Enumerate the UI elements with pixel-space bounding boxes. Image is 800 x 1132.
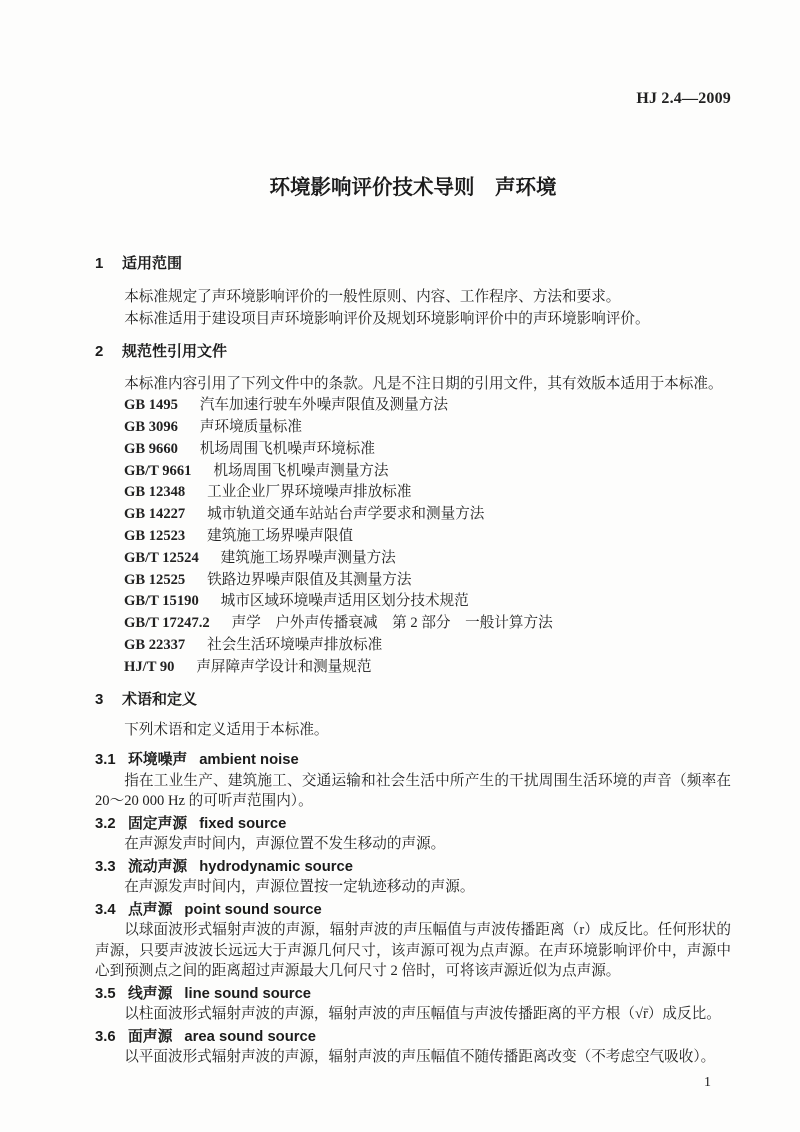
term-zh: 点声源	[128, 901, 173, 918]
term-3-6	[95, 1027, 731, 1068]
ref-row	[124, 395, 731, 417]
term-en: area sound source	[184, 1028, 316, 1045]
doc-code: HJ 2.4—2009	[636, 90, 731, 107]
ref-title: 城市轨道交通车站站台声学要求和测量方法	[207, 506, 485, 523]
term-number: 3.4	[95, 901, 116, 918]
section-number: 1	[95, 255, 104, 272]
section-number: 2	[95, 342, 104, 360]
section-1-heading	[95, 254, 731, 274]
term-en: point sound source	[184, 901, 322, 918]
term-3-3	[95, 857, 731, 898]
ref-code: GB 1495	[124, 397, 178, 414]
term-definition: 以平面波形式辐射声波的声源，辐射声波的声压幅值不随传播距离改变（不考虑空气吸收）。	[124, 1049, 716, 1066]
term-number: 3.6	[95, 1028, 116, 1045]
term-definition: 以球面波形式辐射声波的声源，辐射声波的声压幅值与声波传播距离（r）成反比。任何形状的声源，只要声波波长远远大于声源几何尺寸，该声源可视为点声源。在声环境影响评价中，声源中心到预测点之间的距离超过声源最大几何尺寸 2 倍时，可将该声源近似为点声源。	[95, 922, 731, 980]
term-number: 3.1	[95, 752, 116, 769]
term-zh: 面声源	[128, 1028, 173, 1045]
terms-list	[95, 750, 731, 1068]
ref-code: GB 14227	[124, 506, 186, 523]
ref-code: GB/T 15190	[124, 593, 199, 610]
section-2-heading	[95, 342, 731, 362]
term-en: fixed source	[199, 815, 287, 832]
ref-row	[124, 657, 731, 679]
ref-row	[124, 417, 731, 439]
ref-code: GB/T 12524	[124, 549, 199, 566]
term-3-4	[95, 900, 731, 982]
paragraph: 本标准适用于建设项目声环境影响评价及规划环境影响评价中的声环境影响评价。	[124, 311, 650, 328]
section-3-intro: 下列术语和定义适用于本标准。	[124, 721, 329, 738]
ref-row	[124, 461, 731, 483]
term-heading	[95, 984, 731, 1005]
term-3-1	[95, 750, 731, 812]
ref-code: GB 9660	[124, 440, 178, 457]
ref-title: 声屏障声学设计和测量规范	[196, 658, 372, 675]
term-zh: 线声源	[128, 985, 173, 1002]
term-en: ambient noise	[199, 752, 299, 769]
ref-title: 声环境质量标准	[199, 419, 302, 436]
section-title: 规范性引用文件	[122, 342, 228, 360]
page-number: 1	[704, 1074, 711, 1090]
ref-row	[124, 591, 731, 613]
term-heading	[95, 750, 731, 771]
term-definition: 在声源发声时间内，声源位置按一定轨迹移动的声源。	[124, 879, 475, 896]
term-definition: 在声源发声时间内，声源位置不发生移动的声源。	[124, 836, 446, 853]
ref-code: GB/T 9661	[124, 462, 192, 479]
doc-title: 环境影响评价技术导则 声环境	[269, 176, 557, 199]
term-heading	[95, 900, 731, 921]
term-zh: 流动声源	[128, 858, 188, 875]
ref-title: 工业企业厂界环境噪声排放标准	[207, 484, 412, 501]
term-heading	[95, 857, 731, 878]
term-en: line sound source	[184, 985, 312, 1002]
ref-code: GB/T 17247.2	[124, 615, 210, 632]
section-title: 术语和定义	[122, 690, 198, 708]
term-heading	[95, 814, 731, 835]
ref-code: GB 12525	[124, 571, 186, 588]
reference-list	[95, 395, 731, 678]
term-en: hydrodynamic source	[199, 858, 353, 875]
ref-code: HJ/T 90	[124, 658, 175, 675]
ref-row	[124, 613, 731, 635]
term-zh: 固定声源	[128, 815, 188, 832]
ref-row	[124, 526, 731, 548]
ref-row	[124, 439, 731, 461]
ref-row	[124, 635, 731, 657]
ref-code: GB 3096	[124, 419, 178, 436]
ref-title: 机场周围飞机噪声测量方法	[213, 462, 389, 479]
ref-title: 城市区域环境噪声适用区划分技术规范	[220, 593, 469, 610]
term-3-2	[95, 814, 731, 855]
ref-code: GB 22337	[124, 636, 186, 653]
term-zh: 环境噪声	[128, 752, 188, 769]
ref-title: 声学 户外声传播衰减 第 2 部分 一般计算方法	[231, 615, 553, 632]
ref-row	[124, 482, 731, 504]
term-number: 3.2	[95, 815, 116, 832]
term-heading	[95, 1027, 731, 1048]
ref-code: GB 12523	[124, 528, 186, 544]
section-2-intro: 本标准内容引用了下列文件中的条款。凡是不注日期的引用文件，其有效版本适用于本标准。	[124, 375, 723, 392]
ref-row	[124, 504, 731, 526]
term-number: 3.3	[95, 858, 116, 875]
term-definition: 以柱面波形式辐射声波的声源，辐射声波的声压幅值与声波传播距离的平方根（√r̄）成反比。	[124, 1006, 721, 1023]
ref-title: 汽车加速行驶车外噪声限值及测量方法	[199, 397, 448, 414]
ref-row	[124, 548, 731, 570]
ref-title: 机场周围飞机噪声环境标准	[199, 440, 375, 457]
paragraph: 本标准规定了声环境影响评价的一般性原则、内容、工作程序、方法和要求。	[124, 289, 621, 305]
ref-title: 建筑施工场界噪声限值	[207, 528, 354, 544]
section-title: 适用范围	[122, 255, 183, 272]
ref-title: 铁路边界噪声限值及其测量方法	[207, 571, 412, 588]
ref-title: 建筑施工场界噪声测量方法	[220, 549, 396, 566]
term-3-5	[95, 984, 731, 1025]
section-1-body	[95, 286, 731, 331]
term-number: 3.5	[95, 985, 116, 1002]
section-3-heading	[95, 690, 731, 710]
term-definition: 指在工业生产、建筑施工、交通运输和社会生活中所产生的干扰周围生活环境的声音（频率在20～20 000 Hz 的可听声范围内）。	[95, 772, 731, 810]
ref-row	[124, 570, 731, 592]
section-number: 3	[95, 690, 104, 708]
ref-title: 社会生活环境噪声排放标准	[207, 636, 383, 653]
ref-code: GB 12348	[124, 484, 186, 501]
